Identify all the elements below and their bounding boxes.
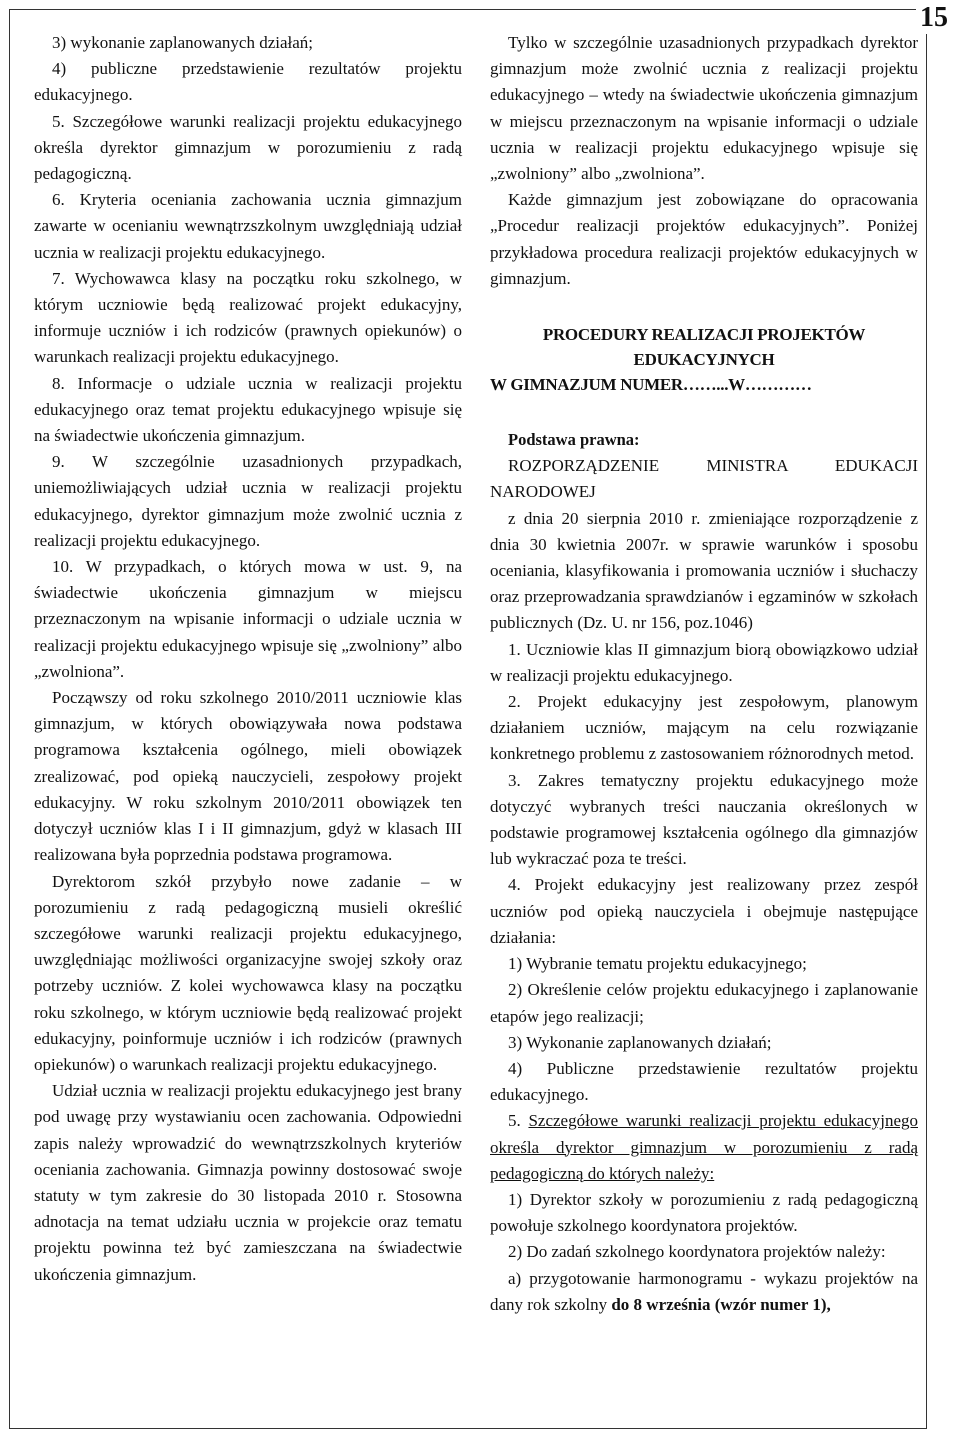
- underlined-text: Szczegółowe warunki realizacji projektu edukacyjnego określa dyrektor gimnazjum w porozumieniu z radą pedagogiczną do których należy:: [490, 1111, 918, 1183]
- paragraph: 3) wykonanie zaplanowanych działań;: [52, 33, 314, 52]
- paragraph: 6. Kryteria oceniania zachowania ucznia gimnazjum zawarte w ocenianiu wewnątrzszkolnym uwzględniają udział ucznia w realizacji projektu edukacyjnego.: [34, 190, 462, 262]
- legal-basis-text: z dnia 20 sierpnia 2010 r. zmieniające rozporządzenie z dnia 30 kwietnia 2007r. w sprawie warunków i sposobu oceniania, klasyfikowania i promowania uczniów i słuchaczy oraz przeprowadzania sprawdzianów i egzaminów w szkołach publicznych (Dz. U. nr 156, poz.1046): [490, 508, 918, 633]
- procedure-heading: [490, 322, 918, 397]
- procedure-subitem: [490, 1266, 918, 1318]
- subitem-text: a) przygotowanie harmonogramu - wykazu projektów na dany rok szkolny: [490, 1268, 918, 1314]
- procedure-subitem: 2) Do zadań szkolnego koordynatora projektów należy:: [508, 1242, 886, 1262]
- item-number: 5.: [508, 1111, 521, 1131]
- paragraph: Każde gimnazjum jest zobowiązane do opracowania „Procedur realizacji projektów edukacyjnych”. Poniżej przykładowa procedura realizacji projektów edukacyjnych w gimnazjum.: [490, 190, 918, 288]
- right-column: [490, 30, 918, 1318]
- procedure-subitem: 2) Określenie celów projektu edukacyjnego i zaplanowanie etapów jego realizacji;: [490, 980, 918, 1026]
- legal-basis-label: Podstawa prawna:: [508, 430, 640, 450]
- paragraph: 10. W przypadkach, o których mowa w ust. 9, na świadectwie ukończenia gimnazjum w miejscu przeznaczonym na wpisanie informacji o udziale ucznia w realizacji projektu edukacyjnego wpisuje się „zwolniony” albo „zwolniona”.: [34, 557, 462, 681]
- paragraph: 7. Wychowawca klasy na początku roku szkolnego, w którym uczniowie będą realizować projekt edukacyjny, informuje uczniów i ich rodziców (prawnych opiekunów) o warunkach realizacji projektu edukacyjnego.: [34, 268, 462, 367]
- procedure-item: 4. Projekt edukacyjny jest realizowany przez zespół uczniów pod opieką nauczyciela i obejmuje następujące działania:: [490, 875, 918, 947]
- paragraph: 5. Szczegółowe warunki realizacji projektu edukacyjnego określa dyrektor gimnazjum w porozumieniu z radą pedagogiczną.: [34, 111, 462, 184]
- left-column: [34, 30, 462, 1288]
- legal-basis-title: ROZPORZĄDZENIE MINISTRA EDUKACJI NARODOWEJ: [490, 456, 918, 502]
- paragraph: Dyrektorom szkół przybyło nowe zadanie – w porozumieniu z radą pedagogiczną musieli określić szczegółowe warunki realizacji projektu edukacyjnego, uwzględniając możliwości organizacyjne swojej szkoły oraz potrzeby uczniów. Z kolei wychowawca klasy na początku roku szkolnego, w którym uczniowie będą realizować projekt edukacyjny, poinformuje uczniów i ich rodziców (prawnych opiekunów) o warunkach realizacji projektu edukacyjnego.: [34, 871, 462, 1074]
- page-number: 15: [916, 2, 952, 34]
- procedure-item: 1. Uczniowie klas II gimnazjum biorą obowiązkowo udział w realizacji projektu edukacyjnego.: [490, 639, 918, 685]
- paragraph: 9. W szczególnie uzasadnionych przypadkach, uniemożliwiających udział ucznia w realizacji projektu edukacyjnego, dyrektor gimnazjum może zwolnić ucznia z realizacji projektu edukacyjnego.: [34, 452, 462, 550]
- paragraph: Począwszy od roku szkolnego 2010/2011 uczniowie klas gimnazjum, w których obowiązywała nowa podstawa programowa kształcenia ogólnego, mieli obowiązek zrealizować, pod opieką nauczycieli, zespołowy projekt edukacyjny. W roku szkolnym 2010/2011 obowiązek ten dotyczył uczniów klas I i II gimnazjum, gdyż w klasach III realizowana była poprzednia podstawa programowa.: [34, 688, 462, 865]
- procedure-subitem: 3) Wykonanie zaplanowanych działań;: [508, 1032, 772, 1052]
- paragraph: Udział ucznia w realizacji projektu edukacyjnego jest brany pod uwagę przy wystawianiu ocen zachowania. Odpowiedni zapis należy wprowadzić do wewnątrzszkolnych kryteriów oceniania zachowania. Gimnazja powinny dostosować swoje statuty w tym zakresie do 30 listopada 2010 r. Stosowna adnotacja na temat udziału ucznia w projekcie oraz tematu projektu powinna też być zamieszczana na świadectwie ukończenia gimnazjum.: [34, 1081, 462, 1284]
- procedure-item: 3. Zakres tematyczny projektu edukacyjnego może dotyczyć wybranych treści nauczania określonych w podstawie programowej kształcenia ogólnego dla gimnazjów lub wykraczać poza te treści.: [490, 770, 918, 869]
- paragraph: 8. Informacje o udziale ucznia w realizacji projektu edukacyjnego oraz temat projektu edukacyjnego wpisuje się na świadectwie ukończenia gimnazjum.: [34, 373, 462, 446]
- procedure-subitem: 1) Wybranie tematu projektu edukacyjnego;: [508, 954, 807, 974]
- heading-line: W GIMNAZJUM NUMER……...W…………: [490, 375, 812, 395]
- procedure-subitem: 4) Publiczne przedstawienie rezultatów projektu edukacyjnego.: [490, 1058, 918, 1105]
- procedure-subitem: 1) Dyrektor szkoły w porozumieniu z radą pedagogiczną powołuje szkolnego koordynatora projektów.: [490, 1189, 918, 1236]
- procedure-item-5: [490, 1108, 918, 1187]
- paragraph: 4) publiczne przedstawienie rezultatów projektu edukacyjnego.: [34, 59, 462, 105]
- heading-line: PROCEDURY REALIZACJI PROJEKTÓW: [542, 325, 866, 345]
- heading-line: EDUKACYJNYCH: [633, 350, 775, 370]
- deadline-text: do 8 września (wzór numer 1),: [611, 1294, 831, 1314]
- paragraph: Tylko w szczególnie uzasadnionych przypadkach dyrektor gimnazjum może zwolnić ucznia z realizacji projektu edukacyjnego – wtedy na świadectwie ukończenia gimnazjum w miejscu przeznaczonym na wpisanie informacji o udziale ucznia w realizacji projektu edukacyjnego wpisuje się „zwolniony” albo „zwolniona”.: [490, 33, 918, 184]
- procedure-item: 2. Projekt edukacyjny jest zespołowym, planowym działaniem uczniów, mającym na celu rozwiązanie konkretnego problemu z zastosowaniem różnorodnych metod.: [490, 692, 918, 764]
